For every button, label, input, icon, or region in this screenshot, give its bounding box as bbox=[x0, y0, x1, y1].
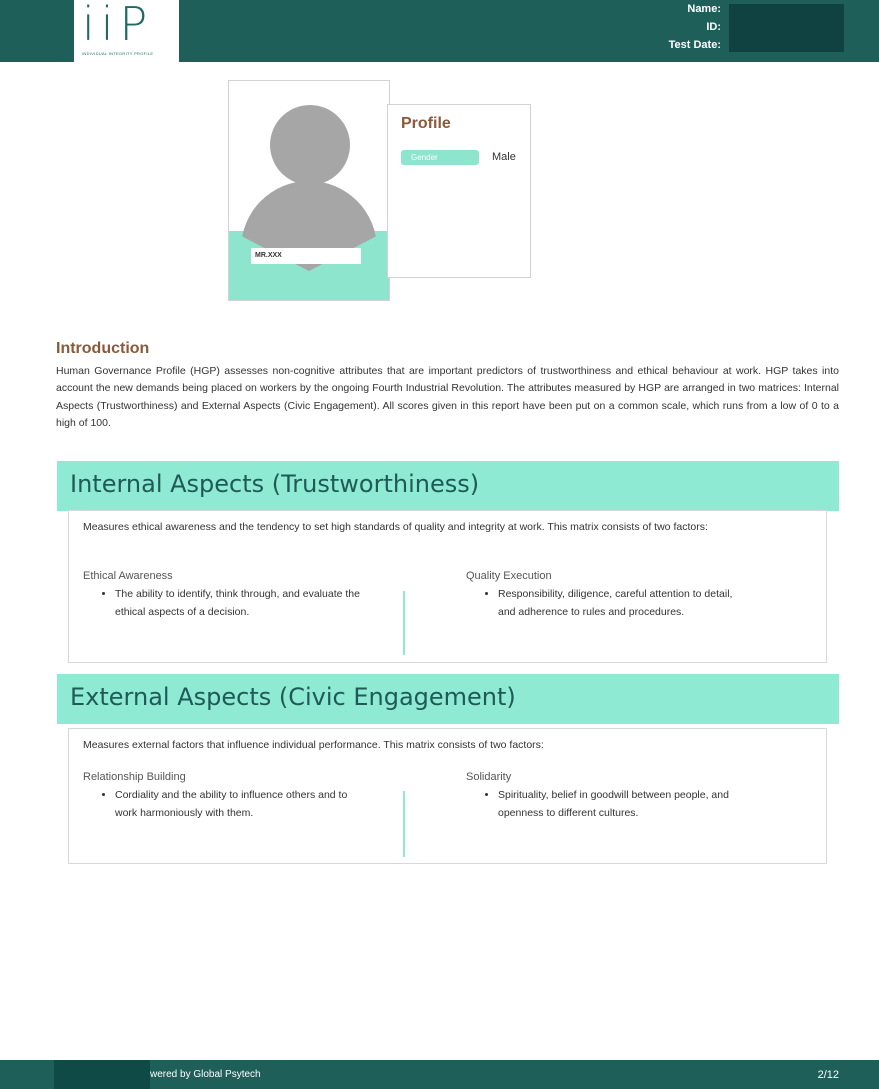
factor-bullets bbox=[83, 787, 355, 822]
logo-tagline: INDIVIDUAL INTEGRITY PROFILE bbox=[82, 51, 154, 56]
introduction-text: Human Governance Profile (HGP) assesses non-cognitive attributes that are important predictors of trustworthiness and ethical behaviour at work. HGP takes into account the new demands being placed on workers by the ongoing Fourth Industrial Revolution. The attributes measured by HGP are arranged in two matrices: Internal Aspects (Trustworthiness) and External Aspects (Civic Engagement). All scores given in this report have been put on a common scale, which runs from a low of 0 to a high of 100. bbox=[56, 365, 839, 430]
page-number: 2/12 bbox=[817, 1069, 839, 1081]
factor-bullet: • Responsibility, diligence, careful attention to detail, and adherence to rules and procedures. bbox=[498, 586, 748, 621]
candidate-name-tag: MR.XXX bbox=[251, 248, 361, 264]
gender-label: Gender bbox=[401, 150, 479, 165]
factor-bullet: • Cordiality and the ability to influence others and to work harmoniously with them. bbox=[115, 787, 355, 822]
logo bbox=[74, 0, 179, 62]
section-description: Measures external factors that influence individual performance. This matrix consists of two factors: bbox=[83, 739, 544, 751]
factor-bullets bbox=[466, 586, 748, 621]
factor-title: Solidarity bbox=[466, 771, 512, 783]
page-header bbox=[0, 0, 879, 62]
profile-info-card bbox=[387, 104, 531, 278]
factor-title: Quality Execution bbox=[466, 570, 552, 582]
internal-aspects-box bbox=[68, 510, 827, 663]
column-divider bbox=[403, 591, 405, 655]
introduction-title: Introduction bbox=[56, 340, 150, 357]
footer-redacted-block bbox=[54, 1060, 150, 1089]
external-aspects-header bbox=[57, 674, 839, 724]
factor-title: Relationship Building bbox=[83, 771, 186, 783]
factor-title: Ethical Awareness bbox=[83, 570, 173, 582]
test-date-label: Test Date: bbox=[668, 39, 721, 51]
page-footer bbox=[0, 1060, 879, 1089]
factor-bullets bbox=[466, 787, 768, 822]
factor-bullet: • The ability to identify, think through, and evaluate the ethical aspects of a decision. bbox=[115, 586, 375, 621]
logo-text: iiP bbox=[82, 0, 154, 51]
profile-title: Profile bbox=[401, 115, 451, 132]
profile-photo-card bbox=[228, 80, 390, 301]
column-divider bbox=[403, 791, 405, 857]
avatar-head-icon bbox=[270, 105, 350, 185]
section-title: External Aspects (Civic Engagement) bbox=[70, 683, 516, 711]
external-aspects-box bbox=[68, 728, 827, 864]
internal-aspects-header bbox=[57, 461, 839, 511]
redacted-candidate-info bbox=[729, 4, 844, 52]
powered-by-text: wered by Global Psytech bbox=[150, 1069, 261, 1080]
section-description: Measures ethical awareness and the tendency to set high standards of quality and integrity at work. This matrix consists of two factors: bbox=[83, 521, 708, 533]
gender-value: Male bbox=[492, 151, 516, 163]
factor-bullets bbox=[83, 586, 375, 621]
factor-bullet: • Spirituality, belief in goodwill between people, and openness to different cultures. bbox=[498, 787, 768, 822]
id-label: ID: bbox=[706, 21, 721, 33]
section-title: Internal Aspects (Trustworthiness) bbox=[70, 470, 480, 498]
name-label: Name: bbox=[687, 3, 721, 15]
